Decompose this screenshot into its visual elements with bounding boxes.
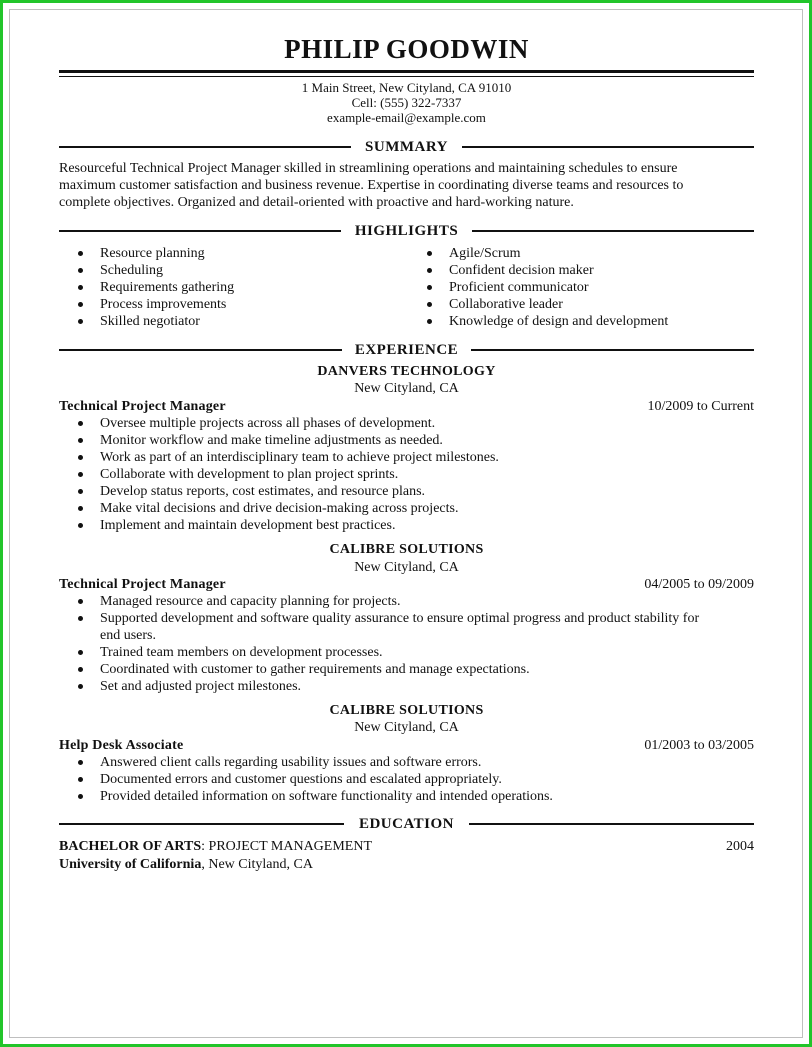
bullet-icon [78, 599, 83, 604]
header-rule-thin [59, 76, 754, 77]
job-dates: 01/2003 to 03/2005 [644, 738, 754, 753]
bullet-icon [78, 319, 83, 324]
job-company: CALIBRE SOLUTIONS [329, 703, 484, 718]
list-item: Managed resource and capacity planning for projects. [59, 593, 754, 610]
job-company: DANVERS TECHNOLOGY [317, 364, 496, 379]
bullet-icon [78, 616, 83, 621]
list-item: Develop status reports, cost estimates, and resource plans. [59, 483, 754, 500]
job-duties-list [59, 593, 754, 695]
summary-text [59, 160, 754, 211]
job-location: New Cityland, CA [354, 381, 459, 396]
degree: BACHELOR OF ARTS [59, 839, 202, 854]
education-heading [59, 815, 754, 833]
list-item: Documented errors and customer questions and escalated appropriately. [59, 771, 754, 788]
bullet-icon [78, 684, 83, 689]
job-location: New Cityland, CA [354, 560, 459, 575]
list-item: Provided detailed information on software functionality and intended operations. [59, 788, 754, 805]
list-item: Collaborate with development to plan project sprints. [59, 466, 754, 483]
list-item: Resource planning [59, 245, 399, 262]
list-item: Proficient communicator [408, 279, 754, 296]
contact-address: 1 Main Street, New Cityland, CA 91010 [301, 80, 512, 95]
bullet-icon [78, 506, 83, 511]
list-item: Answered client calls regarding usability issues and software errors. [59, 754, 754, 771]
list-item: Skilled negotiator [59, 313, 399, 330]
bullet-icon [78, 472, 83, 477]
list-item: Collaborative leader [408, 296, 754, 313]
summary-line: maximum customer satisfaction and business revenue. Expertise in coordinating diverse teams and resources to [59, 178, 684, 193]
bullet-icon [78, 777, 83, 782]
list-item: Implement and maintain development best practices. [59, 517, 754, 534]
bullet-icon [78, 650, 83, 655]
highlights-title: HIGHLIGHTS [354, 223, 459, 239]
bullet-icon [78, 268, 83, 273]
job-title: Technical Project Manager [59, 399, 226, 414]
wrapped-line: end users. [100, 628, 156, 643]
list-item: Confident decision maker [408, 262, 754, 279]
list-item: Agile/Scrum [408, 245, 754, 262]
bullet-icon [427, 268, 432, 273]
job-duties-list [59, 754, 754, 805]
bullet-icon [78, 438, 83, 443]
bullet-icon [78, 285, 83, 290]
list-item: Oversee multiple projects across all phases of development. [59, 415, 754, 432]
education-degree-row [59, 838, 754, 855]
bullet-icon [78, 523, 83, 528]
bullet-icon [78, 667, 83, 672]
list-item: Process improvements [59, 296, 399, 313]
list-item: Set and adjusted project milestones. [59, 678, 754, 695]
list-item: Coordinated with customer to gather requirements and manage expectations. [59, 661, 754, 678]
list-item: Trained team members on development processes. [59, 644, 754, 661]
school-name: University of California [59, 857, 202, 872]
highlights-left-list [59, 245, 399, 330]
degree-field: : PROJECT MANAGEMENT [201, 839, 373, 854]
summary-line: complete objectives. Organized and detail-oriented with proactive and hard-working nature. [59, 195, 574, 210]
list-item: Knowledge of design and development [408, 313, 754, 330]
school-location: , New Cityland, CA [201, 857, 313, 872]
contact-email: example-email@example.com [327, 110, 486, 125]
bullet-icon [78, 421, 83, 426]
summary-heading [59, 138, 754, 156]
job-header [59, 576, 754, 593]
bullet-icon [78, 760, 83, 765]
job-title: Technical Project Manager [59, 577, 226, 592]
bullet-icon [78, 455, 83, 460]
header-rule-thick [59, 70, 754, 73]
list-item: Make vital decisions and drive decision-making across projects. [59, 500, 754, 517]
job-dates: 04/2005 to 09/2009 [644, 577, 754, 592]
graduation-year: 2004 [726, 839, 754, 854]
list-item: Supported development and software quality assurance to ensure optimal progress and product stability for end users. [59, 610, 754, 644]
job-location: New Cityland, CA [354, 720, 459, 735]
highlights-right-list [408, 245, 754, 330]
list-item: Monitor workflow and make timeline adjustments as needed. [59, 432, 754, 449]
job-header [59, 737, 754, 754]
bullet-icon [78, 302, 83, 307]
job-header [59, 398, 754, 415]
bullet-icon [78, 794, 83, 799]
education-title: EDUCATION [358, 816, 455, 832]
candidate-name: PHILIP GOODWIN [284, 34, 529, 64]
list-item: Requirements gathering [59, 279, 399, 296]
education-school-row [59, 856, 754, 873]
summary-line: Resourceful Technical Project Manager skilled in streamlining operations and maintaining schedules to ensure [59, 161, 678, 176]
experience-heading [59, 341, 754, 359]
job-dates: 10/2009 to Current [647, 399, 754, 414]
list-item: Scheduling [59, 262, 399, 279]
job-company: CALIBRE SOLUTIONS [329, 542, 484, 557]
job-duties-list [59, 415, 754, 534]
bullet-icon [427, 251, 432, 256]
list-item: Work as part of an interdisciplinary team to achieve project milestones. [59, 449, 754, 466]
contact-phone: Cell: (555) 322-7337 [351, 95, 462, 110]
bullet-icon [78, 489, 83, 494]
experience-title: EXPERIENCE [354, 342, 459, 358]
bullet-icon [427, 319, 432, 324]
job-title: Help Desk Associate [59, 738, 184, 753]
summary-title: SUMMARY [365, 139, 448, 155]
bullet-icon [427, 285, 432, 290]
highlights-heading [59, 222, 754, 240]
bullet-icon [427, 302, 432, 307]
bullet-icon [78, 251, 83, 256]
